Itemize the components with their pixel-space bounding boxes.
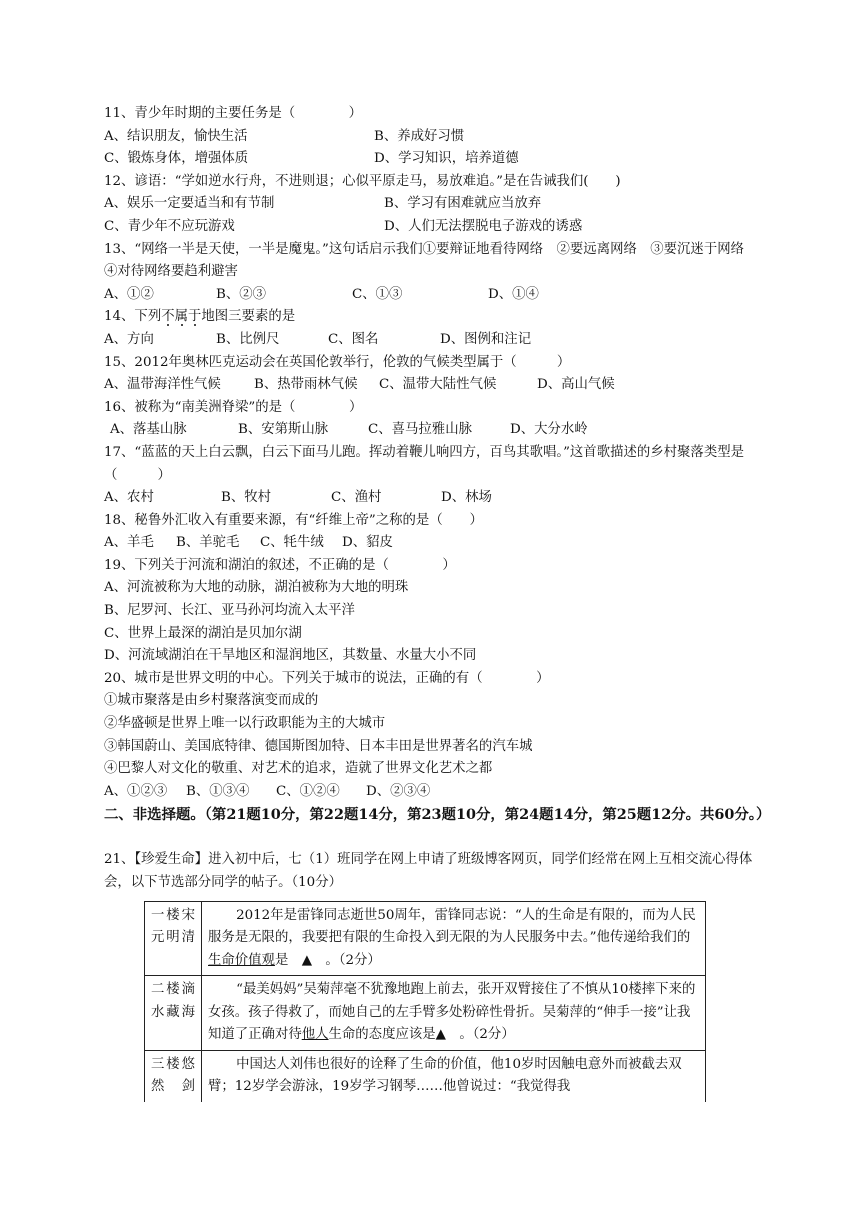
emphasis-char: 不: [161, 309, 175, 325]
option: A、娱乐一定要适当和有节制: [104, 196, 275, 212]
section-heading: 二、非选择题。（第21题10分，第22题14分，第23题10分，第24题14分，第25题12分。共60分。）: [104, 806, 771, 824]
post-text: 中国达人刘伟也很好的诠释了生命的价值，他10岁时因触电意外而被截去双臂；12岁学会游泳，19岁学习钢琴……他曾说过：“我觉得我: [202, 1050, 706, 1102]
option: B、牧村: [221, 490, 272, 506]
statement: ④巴黎人对文化的敬重、对艺术的追求，造就了世界文化艺术之都: [104, 761, 493, 777]
option: A、方向: [104, 331, 154, 347]
statement: ②华盛顿是世界上唯一以行政职能为主的大城市: [104, 716, 386, 732]
q15-options: [104, 374, 772, 397]
post-text: “最美妈妈”吴菊萍毫不犹豫地跑上前去，张开双臂接住了不慎从10楼摔下来的女孩。孩子得救了，而她自己的左手臂多处粉碎性骨折。吴菊萍的“伸手一接”让我知道了正确对待他人生命的态度应该是▲ 。（2分）: [202, 976, 706, 1051]
option: C、青少年不应玩游戏: [104, 218, 235, 234]
option: A、温带海洋性气候: [104, 377, 221, 393]
emphasis-char: 于: [188, 309, 202, 325]
option: B、①③④: [186, 783, 250, 799]
floor-label: 三楼悠然剑: [145, 1050, 202, 1102]
option: C、喜马拉雅山脉: [368, 422, 472, 438]
q11-options: [104, 148, 772, 171]
q14-stem: 14、下列不属于地图三要素的是: [104, 309, 296, 325]
option: C、温带大陆性气候: [379, 377, 497, 393]
post-text: 2012年是雷锋同志逝世50周年，雷锋同志说：“人的生命是有限的，而为人民服务是无限的，我要把有限的生命投入到无限的为人民服务中去。”他传递给我们的生命价值观是 ▲ 。（2分）: [202, 901, 706, 976]
option: B、羊驼毛: [176, 535, 240, 551]
q12-stem: 12、谚语：“学如逆水行舟，不进则退；心似平原走马，易放难追。”是在告诫我们( ): [104, 173, 621, 189]
option: D、大分水岭: [510, 422, 588, 438]
option: C、世界上最深的湖泊是贝加尔湖: [104, 625, 302, 641]
underlined-term: 生命价值观: [208, 952, 275, 968]
underlined-term: 他人: [301, 1027, 329, 1043]
statement: ①城市聚落是由乡村聚落演变而成的: [104, 693, 319, 709]
q19-stem: 19、下列关于河流和湖泊的叙述，不正确的是（ ）: [104, 557, 456, 573]
q21-intro: 21、【珍爱生命】进入初中后，七（1）班同学在网上申请了班级博客网页，同学们经常在网上互相交流心得体会，以下节选部分同学的帖子。（10分）: [104, 852, 753, 890]
option: A、落基山脉: [110, 422, 187, 438]
option: B、比例尺: [216, 331, 280, 347]
option: C、牦牛绒: [260, 535, 324, 551]
q12-options: [104, 193, 772, 216]
q11-options: [104, 126, 772, 149]
option: A、羊毛: [104, 535, 154, 551]
option: D、①④: [488, 286, 539, 302]
q14-options: [104, 329, 772, 352]
option: C、渔村: [331, 490, 382, 506]
option: A、农村: [104, 490, 154, 506]
option: D、图例和注记: [440, 331, 532, 347]
option: A、①②: [104, 286, 154, 302]
exam-page: [104, 103, 772, 1102]
option: B、尼罗河、长江、亚马孙河均流入太平洋: [104, 603, 355, 619]
option: B、安第斯山脉: [238, 422, 329, 438]
option: D、②③④: [366, 783, 431, 799]
option: A、河流被称为大地的动脉，湖泊被称为大地的明珠: [104, 580, 409, 596]
option: D、貂皮: [342, 535, 393, 551]
option: A、①②③: [104, 783, 168, 799]
q13-options: [104, 284, 772, 307]
option: D、人们无法摆脱电子游戏的诱惑: [384, 218, 583, 234]
q16-stem: 16、被称为“南美洲脊梁”的是（ ）: [104, 399, 363, 415]
option: C、锻炼身体，增强体质: [104, 151, 249, 167]
option: C、①③: [352, 286, 403, 302]
table-row: [145, 901, 706, 976]
option: B、②③: [216, 286, 267, 302]
q20-options: [104, 781, 772, 804]
option: B、热带雨林气候: [254, 377, 358, 393]
emphasis-char: 属: [174, 309, 188, 325]
option: D、河流域湖泊在干旱地区和湿润地区，其数量、水量大小不同: [104, 648, 477, 664]
table-row: [145, 976, 706, 1051]
q18-stem: 18、秘鲁外汇收入有重要来源，有“纤维上帝”之称的是（ ）: [104, 512, 483, 528]
option: D、高山气候: [537, 377, 615, 393]
option: B、养成好习惯: [374, 128, 465, 144]
q11-stem: 11、青少年时期的主要任务是（ ）: [104, 106, 363, 121]
q17-stem: 17、“蓝蓝的天上白云飘，白云下面马儿跑。挥动着鞭儿响四方，百鸟其歌唱。”这首歌描述的乡村聚落类型是（ ）: [104, 444, 744, 483]
option: C、图名: [328, 331, 379, 347]
q12-options: [104, 216, 772, 239]
option: B、学习有困难就应当放弃: [384, 196, 542, 212]
statement: ③韩国蔚山、美国底特律、德国斯图加特、日本丰田是世界著名的汽车城: [104, 738, 533, 754]
blog-posts-table: [144, 901, 706, 1102]
q13-stem: 13、“网络一半是天使，一半是魔鬼。”这句话启示我们①要辩证地看待网络 ②要远离网络 ③要沉迷于网络 ④对待网络要趋利避害: [104, 241, 771, 280]
floor-label: 二楼滴水藏海: [145, 976, 202, 1051]
q18-options: [104, 532, 772, 555]
option: A、结识朋友，愉快生活: [104, 128, 248, 144]
table-row: [145, 1050, 706, 1102]
q20-stem: 20、城市是世界文明的中心。下列关于城市的说法，正确的有（ ）: [104, 670, 550, 686]
floor-label: 一楼宋元明清: [145, 901, 202, 976]
option: D、学习知识，培养道德: [374, 151, 519, 167]
option: D、林场: [441, 490, 492, 506]
q16-options: [104, 419, 772, 442]
option: C、①②④: [276, 783, 340, 799]
q17-options: [104, 487, 772, 510]
q15-stem: 15、2012年奥林匹克运动会在英国伦敦举行，伦敦的气候类型属于（ ）: [104, 354, 571, 370]
